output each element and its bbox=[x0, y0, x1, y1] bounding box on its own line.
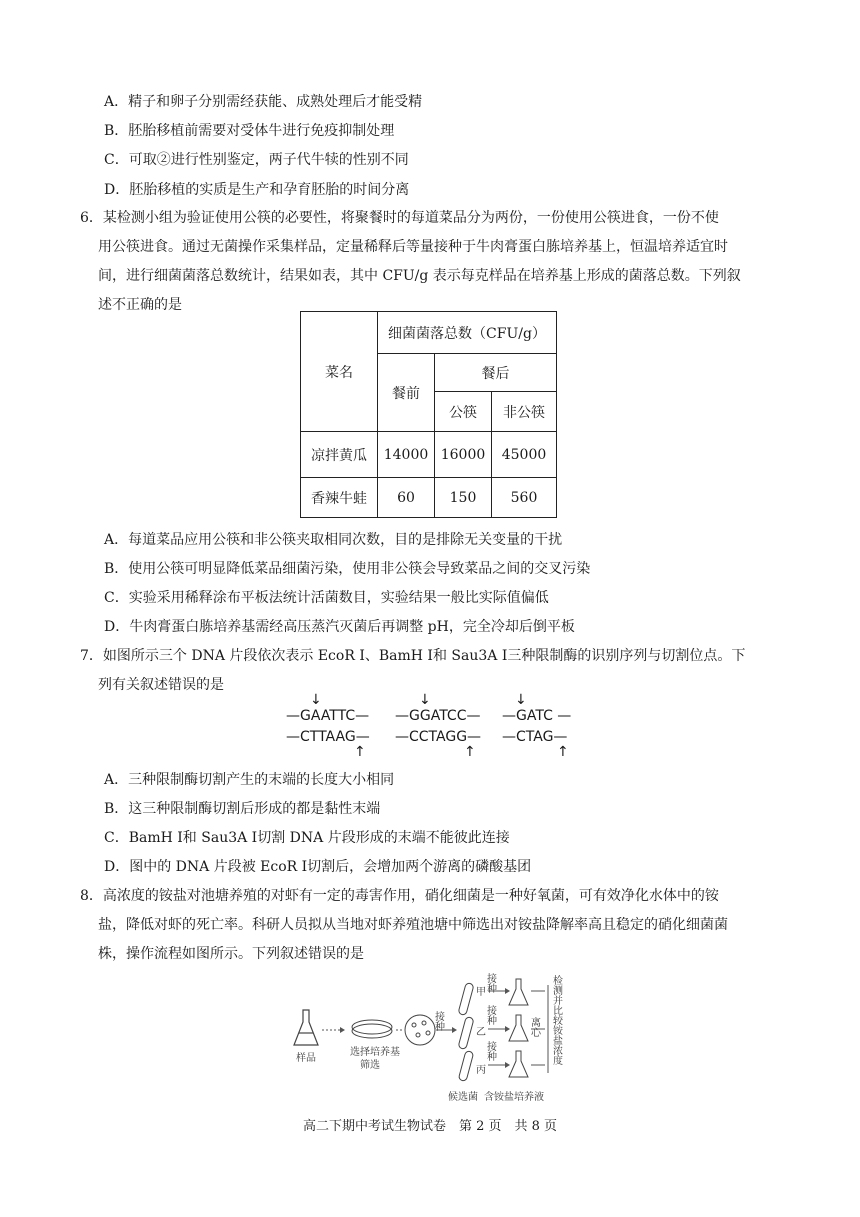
dish-name: 香辣牛蛙 bbox=[301, 478, 378, 518]
q7-stem-line: 列有关叙述错误的是 bbox=[98, 677, 224, 693]
cut-arrow-down-icon: ↓ bbox=[515, 692, 527, 708]
q8-stem-line: 株，操作流程如图所示。下列叙述错误的是 bbox=[98, 946, 364, 962]
count-public: 16000 bbox=[435, 432, 492, 478]
centrifuge-label: 离心 bbox=[528, 1017, 540, 1037]
col-dish-header: 菜名 bbox=[301, 312, 378, 432]
q6-option-d: D．牛肉膏蛋白胨培养基需经高压蒸汽灭菌后再调整 pH，完全冷却后倒平板 bbox=[104, 619, 575, 635]
inoculate-label: 接种 bbox=[432, 1011, 444, 1031]
table-row bbox=[301, 478, 557, 518]
q5-option-a: A．精子和卵子分别需经获能、成熟处理后才能受精 bbox=[104, 94, 423, 110]
q6-option-c: C．实验采用稀释涂布平板法统计活菌数目，实验结果一般比实际值偏低 bbox=[104, 590, 549, 606]
detect-label: 检测并比较铵盐浓度 bbox=[550, 975, 562, 1065]
cut-arrow-up-icon: ↑ bbox=[557, 744, 569, 760]
tube-bing-label: 丙 bbox=[476, 1065, 486, 1076]
inoculate-label: 接种 bbox=[484, 1005, 496, 1025]
q7-option-c: C．BamH Ⅰ和 Sau3A Ⅰ切割 DNA 片段形成的末端不能彼此连接 bbox=[104, 830, 510, 846]
candidate-strain-label: 候选菌 bbox=[448, 1092, 478, 1103]
count-nonpublic: 560 bbox=[492, 478, 557, 518]
page-footer: 高二下期中考试生物试卷 第 2 页 共 8 页 bbox=[302, 1119, 558, 1134]
table-row bbox=[301, 432, 557, 478]
q6-stem-line: 间，进行细菌菌落总数统计，结果如表，其中 CFU/g 表示每克样品在培养基上形成的菌落总数。下列叙 bbox=[98, 268, 741, 284]
ecori-bottom-strand: —CTTAAG— bbox=[286, 729, 370, 745]
screen-label: 筛选 bbox=[360, 1060, 380, 1071]
inoculate-label: 接种 bbox=[484, 1041, 496, 1061]
nitrifying-bacteria-flow-diagram bbox=[0, 965, 860, 1105]
ecori-top-strand: —GAATTC— bbox=[286, 708, 370, 724]
bamhi-bottom-strand: —CCTAGG— bbox=[395, 729, 482, 745]
q5-option-b: B．胚胎移植前需要对受体牛进行免疫抑制处理 bbox=[104, 123, 395, 139]
col-count-header: 细菌菌落总数（CFU/g） bbox=[378, 312, 557, 354]
tube-yi-label: 乙 bbox=[476, 1027, 486, 1038]
count-before: 60 bbox=[378, 478, 435, 518]
col-after-header: 餐后 bbox=[435, 354, 557, 392]
q8-stem-line: 8．高浓度的铵盐对池塘养殖的对虾有一定的毒害作用，硝化细菌是一种好氧菌，可有效净化水体中的铵 bbox=[80, 888, 719, 904]
q6-stem-line: 用公筷进食。通过无菌操作采集样品，定量稀释后等量接种于牛肉膏蛋白胨培养基上，恒温培养适宜时 bbox=[98, 239, 728, 255]
q5-option-d: D．胚胎移植的实质是生产和孕育胚胎的时间分离 bbox=[104, 182, 410, 198]
colony-plate-icon bbox=[405, 1015, 435, 1045]
q6-option-a: A．每道菜品应用公筷和非公筷夹取相同次数，目的是排除无关变量的干扰 bbox=[104, 532, 563, 548]
count-before: 14000 bbox=[378, 432, 435, 478]
cut-arrow-up-icon: ↑ bbox=[354, 744, 366, 760]
col-public-header: 公筷 bbox=[435, 392, 492, 432]
bacteria-count-table bbox=[300, 311, 557, 518]
count-nonpublic: 45000 bbox=[492, 432, 557, 478]
q7-option-a: A．三种限制酶切割产生的末端的长度大小相同 bbox=[104, 772, 395, 788]
sau3ai-bottom-strand: —CTAG— bbox=[502, 729, 568, 745]
cut-arrow-up-icon: ↑ bbox=[464, 744, 476, 760]
q8-stem-line: 盐，降低对虾的死亡率。科研人员拟从当地对虾养殖池塘中筛选出对铵盐降解率高且稳定的硝化细菌菌 bbox=[98, 917, 728, 933]
test-tube-icon bbox=[458, 983, 474, 1082]
cut-arrow-down-icon: ↓ bbox=[310, 692, 322, 708]
sample-flask-icon bbox=[294, 1010, 318, 1045]
petri-dish-icon bbox=[352, 1020, 392, 1038]
dish-name: 凉拌黄瓜 bbox=[301, 432, 378, 478]
q5-option-c: C．可取②进行性别鉴定，两子代牛犊的性别不同 bbox=[104, 152, 409, 168]
ammonium-medium-label: 含铵盐培养液 bbox=[484, 1092, 544, 1103]
q7-option-b: B．这三种限制酶切割后形成的都是黏性末端 bbox=[104, 801, 381, 817]
col-before-header: 餐前 bbox=[378, 354, 435, 432]
bamhi-top-strand: —GGATCC— bbox=[395, 708, 481, 724]
sample-label: 样品 bbox=[296, 1053, 316, 1064]
q6-stem-line: 述不正确的是 bbox=[98, 297, 182, 313]
select-medium-label: 选择培养基 bbox=[350, 1047, 400, 1058]
inoculate-label: 接种 bbox=[484, 973, 496, 993]
q7-option-d: D．图中的 DNA 片段被 EcoR Ⅰ切割后，会增加两个游离的磷酸基团 bbox=[104, 859, 532, 875]
q7-stem-line: 7．如图所示三个 DNA 片段依次表示 EcoR Ⅰ、BamH Ⅰ和 Sau3A Ⅰ三种限制酶的识别序列与切割位点。下 bbox=[80, 648, 746, 664]
tube-jia-label: 甲 bbox=[476, 987, 486, 998]
count-public: 150 bbox=[435, 478, 492, 518]
sau3ai-top-strand: —GATC — bbox=[502, 708, 572, 724]
cut-arrow-down-icon: ↓ bbox=[419, 692, 431, 708]
culture-flask-icon bbox=[509, 979, 528, 1077]
q6-stem-line: 6．某检测小组为验证使用公筷的必要性，将聚餐时的每道菜品分为两份，一份使用公筷进食，一份不使 bbox=[80, 210, 719, 226]
q6-option-b: B．使用公筷可明显降低菜品细菌污染，使用非公筷会导致菜品之间的交叉污染 bbox=[104, 561, 591, 577]
col-nonpublic-header: 非公筷 bbox=[492, 392, 557, 432]
